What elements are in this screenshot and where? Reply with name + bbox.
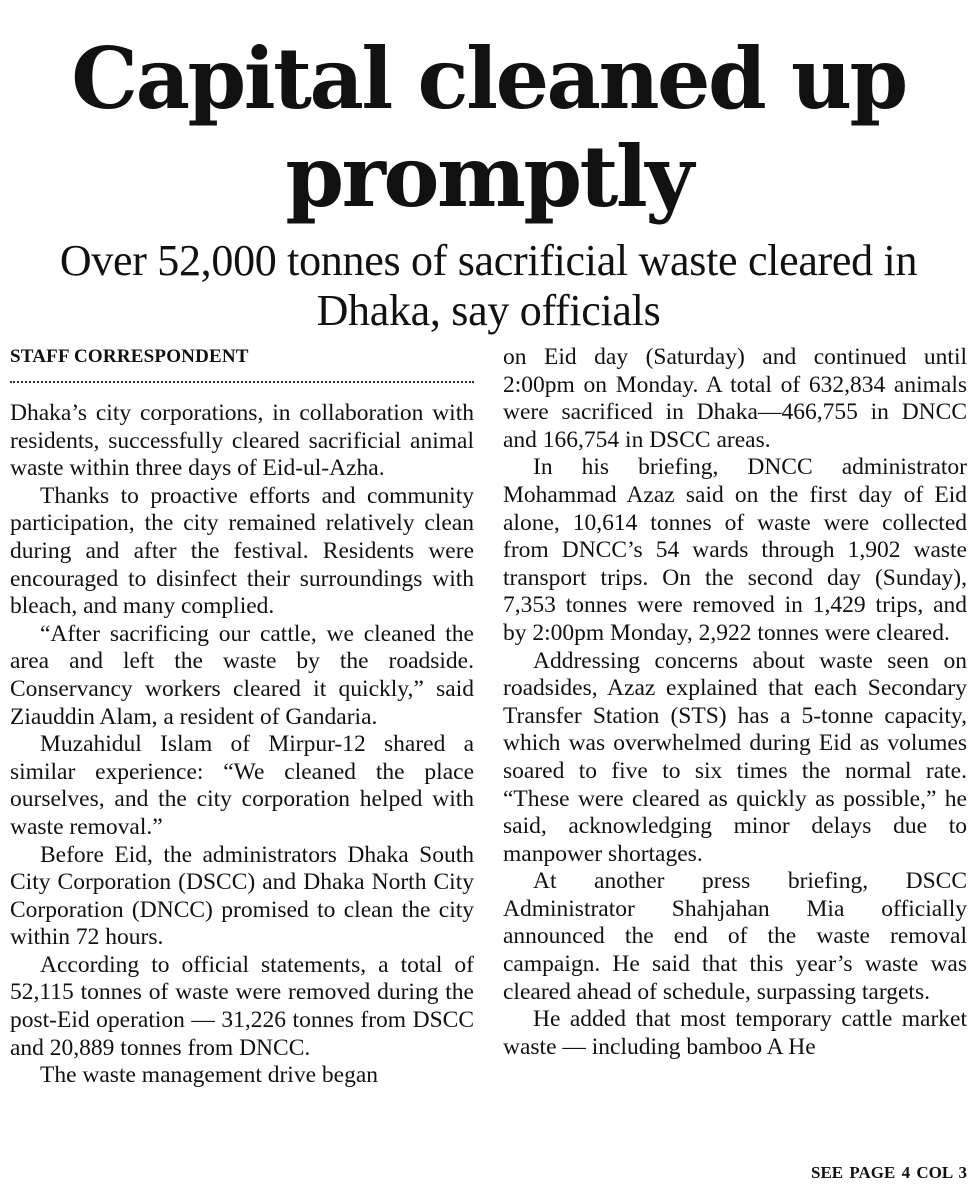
paragraph: Muzahidul Islam of Mirpur-12 shared a similar experience: “We cleaned the place ourselves, and the city corporation helped with waste removal.” [10,731,474,840]
paragraph: Dhaka’s city corporations, in collaboration with residents, successfully cleared sacrificial animal waste within three days of Eid-ul-Azha. [10,400,474,482]
paragraph: on Eid day (Saturday) and continued until 2:00pm on Monday. A total of 632,834 animals were sacrificed in Dhaka—466,755 in DNCC and 166,754 in DSCC areas. [503,344,967,453]
article-column-right [503,344,967,1061]
paragraph: He added that most temporary cattle market waste — including bamboo A He [503,1006,967,1060]
article-column-left [10,400,474,1090]
paragraph: “After sacrificing our cattle, we cleaned the area and left the waste by the roadside. Conservancy workers cleared it quickly,” said Ziauddin Alam, a resident of Gandaria. [10,620,474,730]
byline: STAFF CORRESPONDENT [10,346,249,367]
paragraph: The waste management drive began [40,1062,378,1089]
byline-divider [10,381,474,383]
paragraph: Before Eid, the administrators Dhaka South City Corporation (DSCC) and Dhaka North City Corporation (DNCC) promised to clean the city within 72 hours. [10,841,474,951]
paragraph: Thanks to proactive efforts and community participation, the city remained relatively clean during and after the festival. Residents were encouraged to disinfect their surroundings with bleach, and many complied. [10,482,474,620]
paragraph: In his briefing, DNCC administrator Mohammad Azaz said on the first day of Eid alone, 10,614 tonnes of waste were collected from DNCC’s 54 wards through 1,902 waste transport trips. On the second day (Sunday), 7,353 tonnes were removed in 1,429 trips, and by 2:00pm Monday, 2,922 tonnes were cleared. [503,454,967,646]
subheadline: Over 52,000 tonnes of sacrificial waste cleared in Dhaka, say officials [59,236,918,335]
headline: Capital cleaned up promptly [71,29,906,226]
paragraph: Addressing concerns about waste seen on roadsides, Azaz explained that each Secondary Transfer Station (STS) has a 5-tonne capacity, which was overwhelmed during Eid as volumes soared to five to six times the normal rate. “These were cleared as quickly as possible,” he said, acknowledging minor delays due to manpower shortages. [503,647,967,867]
continued-jump-line[interactable]: SEE PAGE 4 COL 3 [811,1163,967,1182]
paragraph: According to official statements, a total of 52,115 tonnes of waste were removed during the post-Eid operation — 31,226 tonnes from DSCC and 20,889 tonnes from DNCC. [10,951,474,1061]
paragraph: At another press briefing, DSCC Administrator Shahjahan Mia officially announced the end of the waste removal campaign. He said that this year’s waste was cleared ahead of schedule, surpassing targets. [503,868,967,1005]
